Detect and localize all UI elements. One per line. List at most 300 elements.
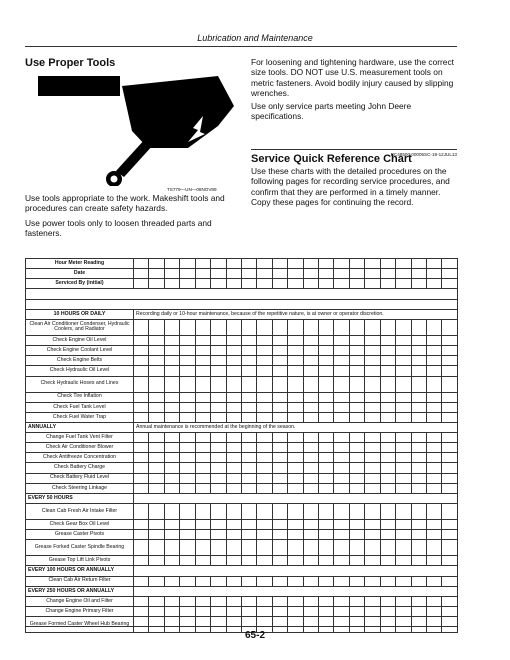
entry-cell	[334, 504, 349, 520]
entry-cell	[427, 346, 442, 356]
entry-cell	[303, 392, 318, 402]
entry-cell	[303, 607, 318, 617]
entry-cell	[241, 392, 256, 402]
entry-cell	[427, 540, 442, 556]
entry-cell	[319, 346, 334, 356]
entry-cell	[334, 412, 349, 422]
entry-cell	[365, 540, 380, 556]
section-note: Annual maintenance is recommended at the beginning of the season.	[134, 422, 458, 432]
entry-cell	[334, 576, 349, 586]
entry-cell	[411, 607, 426, 617]
entry-cell	[303, 335, 318, 345]
entry-cell	[365, 412, 380, 422]
entry-cell	[288, 607, 303, 617]
footer-rule	[25, 626, 457, 627]
row-label: Check Engine Belts	[26, 356, 134, 366]
entry-cell	[411, 504, 426, 520]
entry-cell	[288, 269, 303, 279]
entry-cell	[334, 433, 349, 443]
entry-cell	[257, 463, 272, 473]
entry-cell	[365, 556, 380, 566]
entry-cell	[303, 319, 318, 335]
entry-cell	[272, 576, 287, 586]
entry-cell	[134, 556, 149, 566]
row-label: Check Gear Box Oil Level	[26, 520, 134, 530]
entry-cell	[411, 433, 426, 443]
entry-cell	[241, 433, 256, 443]
entry-cell	[272, 540, 287, 556]
entry-cell	[272, 596, 287, 606]
entry-cell	[380, 319, 395, 335]
entry-cell	[180, 335, 195, 345]
entry-cell	[195, 376, 210, 392]
entry-cell	[288, 520, 303, 530]
entry-cell	[241, 319, 256, 335]
entry-cell	[272, 279, 287, 289]
entry-cell	[288, 433, 303, 443]
entry-cell	[241, 279, 256, 289]
right-paragraph-1: For loosening and tightening hardware, use the correct size tools. DO NOT use U.S. measurement tools on metric fasteners. Avoid bodily injury caused by slipping wrenches.	[251, 57, 454, 99]
section-title: 10 HOURS OR DAILY	[26, 309, 134, 319]
entry-cell	[226, 453, 241, 463]
entry-cell	[380, 335, 395, 345]
entry-cell	[211, 259, 226, 269]
entry-cell	[442, 366, 457, 376]
entry-cell	[164, 392, 179, 402]
right-paragraph-2: Use only service parts meeting John Deere specifications.	[251, 101, 412, 122]
entry-cell	[319, 556, 334, 566]
entry-cell	[427, 402, 442, 412]
entry-cell	[303, 463, 318, 473]
entry-cell	[226, 279, 241, 289]
entry-cell	[241, 596, 256, 606]
entry-cell	[288, 473, 303, 483]
entry-cell	[334, 376, 349, 392]
entry-cell	[442, 576, 457, 586]
entry-cell	[195, 279, 210, 289]
entry-cell	[180, 259, 195, 269]
section-header-row	[26, 309, 458, 319]
entry-cell	[149, 530, 164, 540]
entry-cell	[349, 483, 364, 493]
entry-cell	[396, 540, 411, 556]
entry-cell	[411, 279, 426, 289]
entry-cell	[180, 376, 195, 392]
entry-cell	[226, 463, 241, 473]
entry-cell	[134, 530, 149, 540]
entry-cell	[241, 346, 256, 356]
entry-cell	[272, 443, 287, 453]
entry-cell	[349, 520, 364, 530]
entry-cell	[349, 376, 364, 392]
entry-cell	[396, 269, 411, 279]
task-row	[26, 443, 458, 453]
entry-cell	[149, 540, 164, 556]
entry-cell	[241, 520, 256, 530]
row-label: Check Battery Fluid Level	[26, 473, 134, 483]
entry-cell	[288, 279, 303, 289]
entry-cell	[134, 412, 149, 422]
task-row	[26, 453, 458, 463]
entry-cell	[365, 607, 380, 617]
entry-cell	[380, 483, 395, 493]
entry-cell	[380, 596, 395, 606]
entry-cell	[211, 520, 226, 530]
entry-cell	[180, 269, 195, 279]
entry-cell	[180, 576, 195, 586]
entry-cell	[195, 576, 210, 586]
entry-cell	[134, 346, 149, 356]
entry-cell	[288, 443, 303, 453]
entry-cell	[180, 596, 195, 606]
entry-cell	[427, 463, 442, 473]
entry-cell	[211, 463, 226, 473]
entry-cell	[211, 473, 226, 483]
entry-cell	[319, 576, 334, 586]
entry-cell	[149, 412, 164, 422]
entry-cell	[411, 412, 426, 422]
entry-cell	[288, 453, 303, 463]
entry-cell	[396, 520, 411, 530]
entry-cell	[149, 335, 164, 345]
entry-cell	[134, 483, 149, 493]
entry-cell	[334, 402, 349, 412]
entry-cell	[380, 530, 395, 540]
entry-cell	[257, 433, 272, 443]
entry-cell	[180, 279, 195, 289]
entry-cell	[195, 530, 210, 540]
row-label: Grease Top Lift Link Pivots	[26, 556, 134, 566]
entry-cell	[241, 483, 256, 493]
entry-cell	[241, 259, 256, 269]
entry-cell	[272, 335, 287, 345]
entry-cell	[164, 356, 179, 366]
entry-cell	[334, 453, 349, 463]
entry-cell	[427, 483, 442, 493]
entry-cell	[241, 463, 256, 473]
entry-cell	[427, 319, 442, 335]
entry-cell	[411, 453, 426, 463]
entry-cell	[319, 520, 334, 530]
entry-cell	[427, 269, 442, 279]
entry-cell	[149, 346, 164, 356]
entry-cell	[164, 366, 179, 376]
entry-cell	[195, 402, 210, 412]
entry-cell	[164, 530, 179, 540]
entry-cell	[442, 346, 457, 356]
entry-cell	[257, 473, 272, 483]
entry-cell	[211, 607, 226, 617]
entry-cell	[334, 520, 349, 530]
entry-cell	[226, 556, 241, 566]
section-title: EVERY 250 HOURS OR ANNUALLY	[26, 586, 134, 596]
entry-cell	[241, 269, 256, 279]
entry-cell	[288, 376, 303, 392]
row-label: Change Fuel Tank Vent Filter	[26, 433, 134, 443]
entry-cell	[442, 259, 457, 269]
entry-cell	[427, 259, 442, 269]
entry-cell	[257, 402, 272, 412]
service-chart-table	[25, 258, 458, 633]
task-row	[26, 433, 458, 443]
header-row	[26, 269, 458, 279]
entry-cell	[319, 259, 334, 269]
entry-cell	[164, 520, 179, 530]
entry-cell	[380, 443, 395, 453]
entry-cell	[303, 279, 318, 289]
entry-cell	[396, 356, 411, 366]
entry-cell	[303, 376, 318, 392]
row-label: Check Steering Linkage	[26, 483, 134, 493]
entry-cell	[349, 346, 364, 356]
task-row	[26, 412, 458, 422]
entry-cell	[164, 402, 179, 412]
entry-cell	[319, 596, 334, 606]
entry-cell	[319, 473, 334, 483]
entry-cell	[396, 346, 411, 356]
entry-cell	[288, 556, 303, 566]
entry-cell	[272, 346, 287, 356]
entry-cell	[396, 443, 411, 453]
entry-cell	[349, 504, 364, 520]
entry-cell	[303, 483, 318, 493]
entry-cell	[411, 392, 426, 402]
entry-cell	[427, 433, 442, 443]
entry-cell	[226, 520, 241, 530]
entry-cell	[349, 259, 364, 269]
entry-cell	[211, 530, 226, 540]
entry-cell	[241, 453, 256, 463]
entry-cell	[334, 530, 349, 540]
entry-cell	[134, 392, 149, 402]
entry-cell	[149, 366, 164, 376]
entry-cell	[380, 607, 395, 617]
entry-cell	[195, 540, 210, 556]
entry-cell	[134, 335, 149, 345]
entry-cell	[272, 504, 287, 520]
entry-cell	[226, 356, 241, 366]
entry-cell	[411, 556, 426, 566]
entry-cell	[349, 433, 364, 443]
entry-cell	[411, 596, 426, 606]
entry-cell	[303, 402, 318, 412]
entry-cell	[226, 483, 241, 493]
task-row	[26, 392, 458, 402]
entry-cell	[272, 453, 287, 463]
entry-cell	[334, 540, 349, 556]
entry-cell	[257, 356, 272, 366]
entry-cell	[226, 504, 241, 520]
entry-cell	[180, 556, 195, 566]
row-label: Change Engine Oil and Filter	[26, 596, 134, 606]
entry-cell	[442, 356, 457, 366]
entry-cell	[134, 279, 149, 289]
entry-cell	[241, 540, 256, 556]
entry-cell	[149, 392, 164, 402]
entry-cell	[303, 556, 318, 566]
entry-cell	[211, 392, 226, 402]
entry-cell	[257, 335, 272, 345]
entry-cell	[365, 453, 380, 463]
entry-cell	[349, 412, 364, 422]
entry-cell	[226, 443, 241, 453]
entry-cell	[272, 402, 287, 412]
entry-cell	[211, 540, 226, 556]
entry-cell	[272, 483, 287, 493]
entry-cell	[288, 392, 303, 402]
entry-cell	[164, 576, 179, 586]
entry-cell	[334, 443, 349, 453]
row-label: Check Antifreeze Concentration	[26, 453, 134, 463]
entry-cell	[365, 259, 380, 269]
entry-cell	[303, 530, 318, 540]
entry-cell	[272, 366, 287, 376]
entry-cell	[288, 576, 303, 586]
entry-cell	[365, 463, 380, 473]
entry-cell	[396, 279, 411, 289]
entry-cell	[334, 269, 349, 279]
entry-cell	[288, 346, 303, 356]
entry-cell	[349, 366, 364, 376]
entry-cell	[272, 269, 287, 279]
entry-cell	[349, 473, 364, 483]
entry-cell	[241, 376, 256, 392]
entry-cell	[349, 463, 364, 473]
entry-cell	[211, 483, 226, 493]
entry-cell	[195, 607, 210, 617]
entry-cell	[134, 269, 149, 279]
entry-cell	[365, 376, 380, 392]
entry-cell	[211, 366, 226, 376]
entry-cell	[211, 596, 226, 606]
entry-cell	[442, 504, 457, 520]
row-label: Serviced By (initial)	[26, 279, 134, 289]
entry-cell	[411, 269, 426, 279]
entry-cell	[334, 319, 349, 335]
entry-cell	[180, 412, 195, 422]
entry-cell	[164, 433, 179, 443]
entry-cell	[349, 556, 364, 566]
entry-cell	[195, 453, 210, 463]
entry-cell	[411, 366, 426, 376]
entry-cell	[288, 530, 303, 540]
entry-cell	[134, 453, 149, 463]
entry-cell	[380, 346, 395, 356]
entry-cell	[288, 504, 303, 520]
spacer-row	[26, 289, 458, 299]
entry-cell	[180, 540, 195, 556]
entry-cell	[180, 607, 195, 617]
entry-cell	[442, 335, 457, 345]
entry-cell	[241, 402, 256, 412]
entry-cell	[272, 607, 287, 617]
entry-cell	[427, 576, 442, 586]
entry-cell	[272, 412, 287, 422]
entry-cell	[164, 540, 179, 556]
entry-cell	[134, 463, 149, 473]
entry-cell	[211, 556, 226, 566]
entry-cell	[396, 530, 411, 540]
entry-cell	[303, 596, 318, 606]
entry-cell	[365, 443, 380, 453]
entry-cell	[195, 556, 210, 566]
entry-cell	[195, 433, 210, 443]
entry-cell	[334, 556, 349, 566]
row-label: Check Engine Coolant Level	[26, 346, 134, 356]
entry-cell	[288, 540, 303, 556]
entry-cell	[288, 463, 303, 473]
row-label: Hour Meter Reading	[26, 259, 134, 269]
entry-cell	[427, 443, 442, 453]
header-rule	[25, 46, 457, 47]
entry-cell	[334, 463, 349, 473]
entry-cell	[349, 530, 364, 540]
entry-cell	[303, 412, 318, 422]
entry-cell	[349, 596, 364, 606]
entry-cell	[303, 473, 318, 483]
entry-cell	[442, 279, 457, 289]
entry-cell	[226, 607, 241, 617]
entry-cell	[226, 530, 241, 540]
entry-cell	[288, 402, 303, 412]
entry-cell	[396, 376, 411, 392]
entry-cell	[334, 259, 349, 269]
entry-cell	[288, 483, 303, 493]
entry-cell	[319, 412, 334, 422]
entry-cell	[241, 335, 256, 345]
section-note	[134, 493, 458, 503]
entry-cell	[134, 443, 149, 453]
entry-cell	[180, 319, 195, 335]
entry-cell	[195, 483, 210, 493]
entry-cell	[303, 504, 318, 520]
entry-cell	[226, 402, 241, 412]
entry-cell	[303, 540, 318, 556]
entry-cell	[319, 530, 334, 540]
entry-cell	[319, 392, 334, 402]
entry-cell	[180, 483, 195, 493]
entry-cell	[442, 376, 457, 392]
entry-cell	[288, 412, 303, 422]
entry-cell	[396, 453, 411, 463]
entry-cell	[349, 279, 364, 289]
entry-cell	[164, 473, 179, 483]
entry-cell	[349, 607, 364, 617]
entry-cell	[396, 576, 411, 586]
entry-cell	[442, 540, 457, 556]
entry-cell	[396, 596, 411, 606]
entry-cell	[427, 366, 442, 376]
entry-cell	[211, 335, 226, 345]
entry-cell	[303, 259, 318, 269]
running-header: Lubrication and Maintenance	[197, 33, 313, 43]
entry-cell	[211, 346, 226, 356]
entry-cell	[303, 269, 318, 279]
entry-cell	[272, 473, 287, 483]
entry-cell	[226, 392, 241, 402]
entry-cell	[195, 356, 210, 366]
entry-cell	[164, 346, 179, 356]
entry-cell	[380, 463, 395, 473]
entry-cell	[365, 504, 380, 520]
entry-cell	[180, 402, 195, 412]
entry-cell	[195, 269, 210, 279]
entry-cell	[149, 520, 164, 530]
entry-cell	[211, 269, 226, 279]
entry-cell	[442, 453, 457, 463]
entry-cell	[380, 504, 395, 520]
entry-cell	[180, 453, 195, 463]
